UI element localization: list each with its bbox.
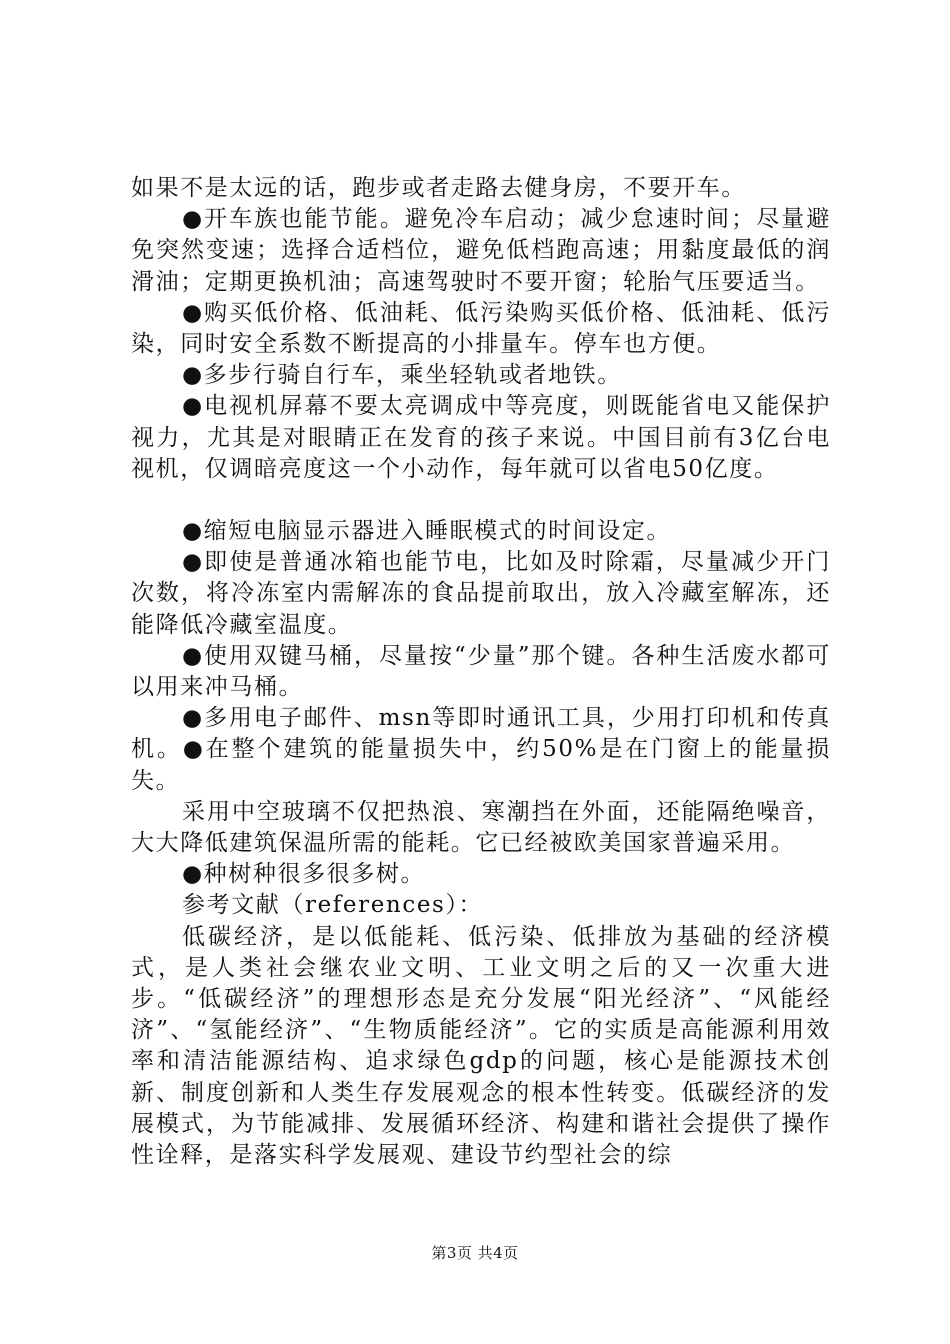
tip-tv-brightness: ●电视机屏幕不要太亮调成中等亮度，则既能省电又能保护视力，尤其是对眼睛正在发育的孩子来说。中国目前有3亿台电视机，仅调暗亮度这一个小动作，每年就可以省电50亿度。 bbox=[131, 393, 831, 482]
tip-fridge: ●即使是普通冰箱也能节电，比如及时除霜，尽量减少开门次数，将冷冻室内需解冻的食品提前取出，放入冷藏室解冻，还能降低冷藏室温度。 bbox=[131, 549, 831, 638]
tip-cycling-transit: ●多步行骑自行车，乘坐轻轨或者地铁。 bbox=[182, 362, 622, 389]
tip-monitor-sleep: ●缩短电脑显示器进入睡眠模式的时间设定。 bbox=[182, 518, 672, 545]
tip-small-car: ●购买低价格、低油耗、低污染购买低价格、低油耗、低污染，同时安全系数不断提高的小排量车。停车也方便。 bbox=[131, 299, 831, 358]
paragraph-continuation: 如果不是太远的话，跑步或者走路去健身房，不要开车。 bbox=[131, 175, 746, 201]
paragraph-low-carbon-economy: 低碳经济，是以低能耗、低污染、低排放为基础的经济模式，是人类社会继农业文明、工业文明之后的又一次重大进步。“低碳经济”的理想形态是充分发展“阳光经济”、“风能经济”、“氢能经济”、“生物质能经济”。它的实质是高能源利用效率和清洁能源结构、追求绿色gdp的问题，核心是能源技术创新、制度创新和人类生存发展观念的根本性转变。低碳经济的发展模式，为节能减排、发展循环经济、构建和谐社会提供了操作性诠释，是落实科学发展观、建设节约型社会的综 bbox=[131, 923, 831, 1169]
tip-driving-efficiency: ●开车族也能节能。避免冷车启动；减少怠速时间；尽量避免突然变速；选择合适档位，避免低档跑高速；用黏度最低的润滑油；定期更换机油；高速驾驶时不要开窗；轮胎气压要适当。 bbox=[131, 206, 831, 295]
tip-toilet: ●使用双键马桶，尽量按“少量”那个键。各种生活废水都可以用来冲马桶。 bbox=[131, 642, 831, 701]
tip-plant-trees: ●种树种很多很多树。 bbox=[182, 861, 426, 888]
page-footer: 第3页 共4页 bbox=[431, 1244, 519, 1262]
tip-email-windows: ●多用电子邮件、msn等即时通讯工具，少用打印机和传真机。●在整个建筑的能量损失中，约50%是在门窗上的能量损失。 bbox=[131, 705, 831, 794]
body-text bbox=[131, 173, 831, 1171]
paragraph-double-glazing: 采用中空玻璃不仅把热浪、寒潮挡在外面，还能隔绝噪音，大大降低建筑保温所需的能耗。它已经被欧美国家普遍采用。 bbox=[131, 798, 831, 857]
references-heading: 参考文献（references）： bbox=[182, 892, 484, 919]
